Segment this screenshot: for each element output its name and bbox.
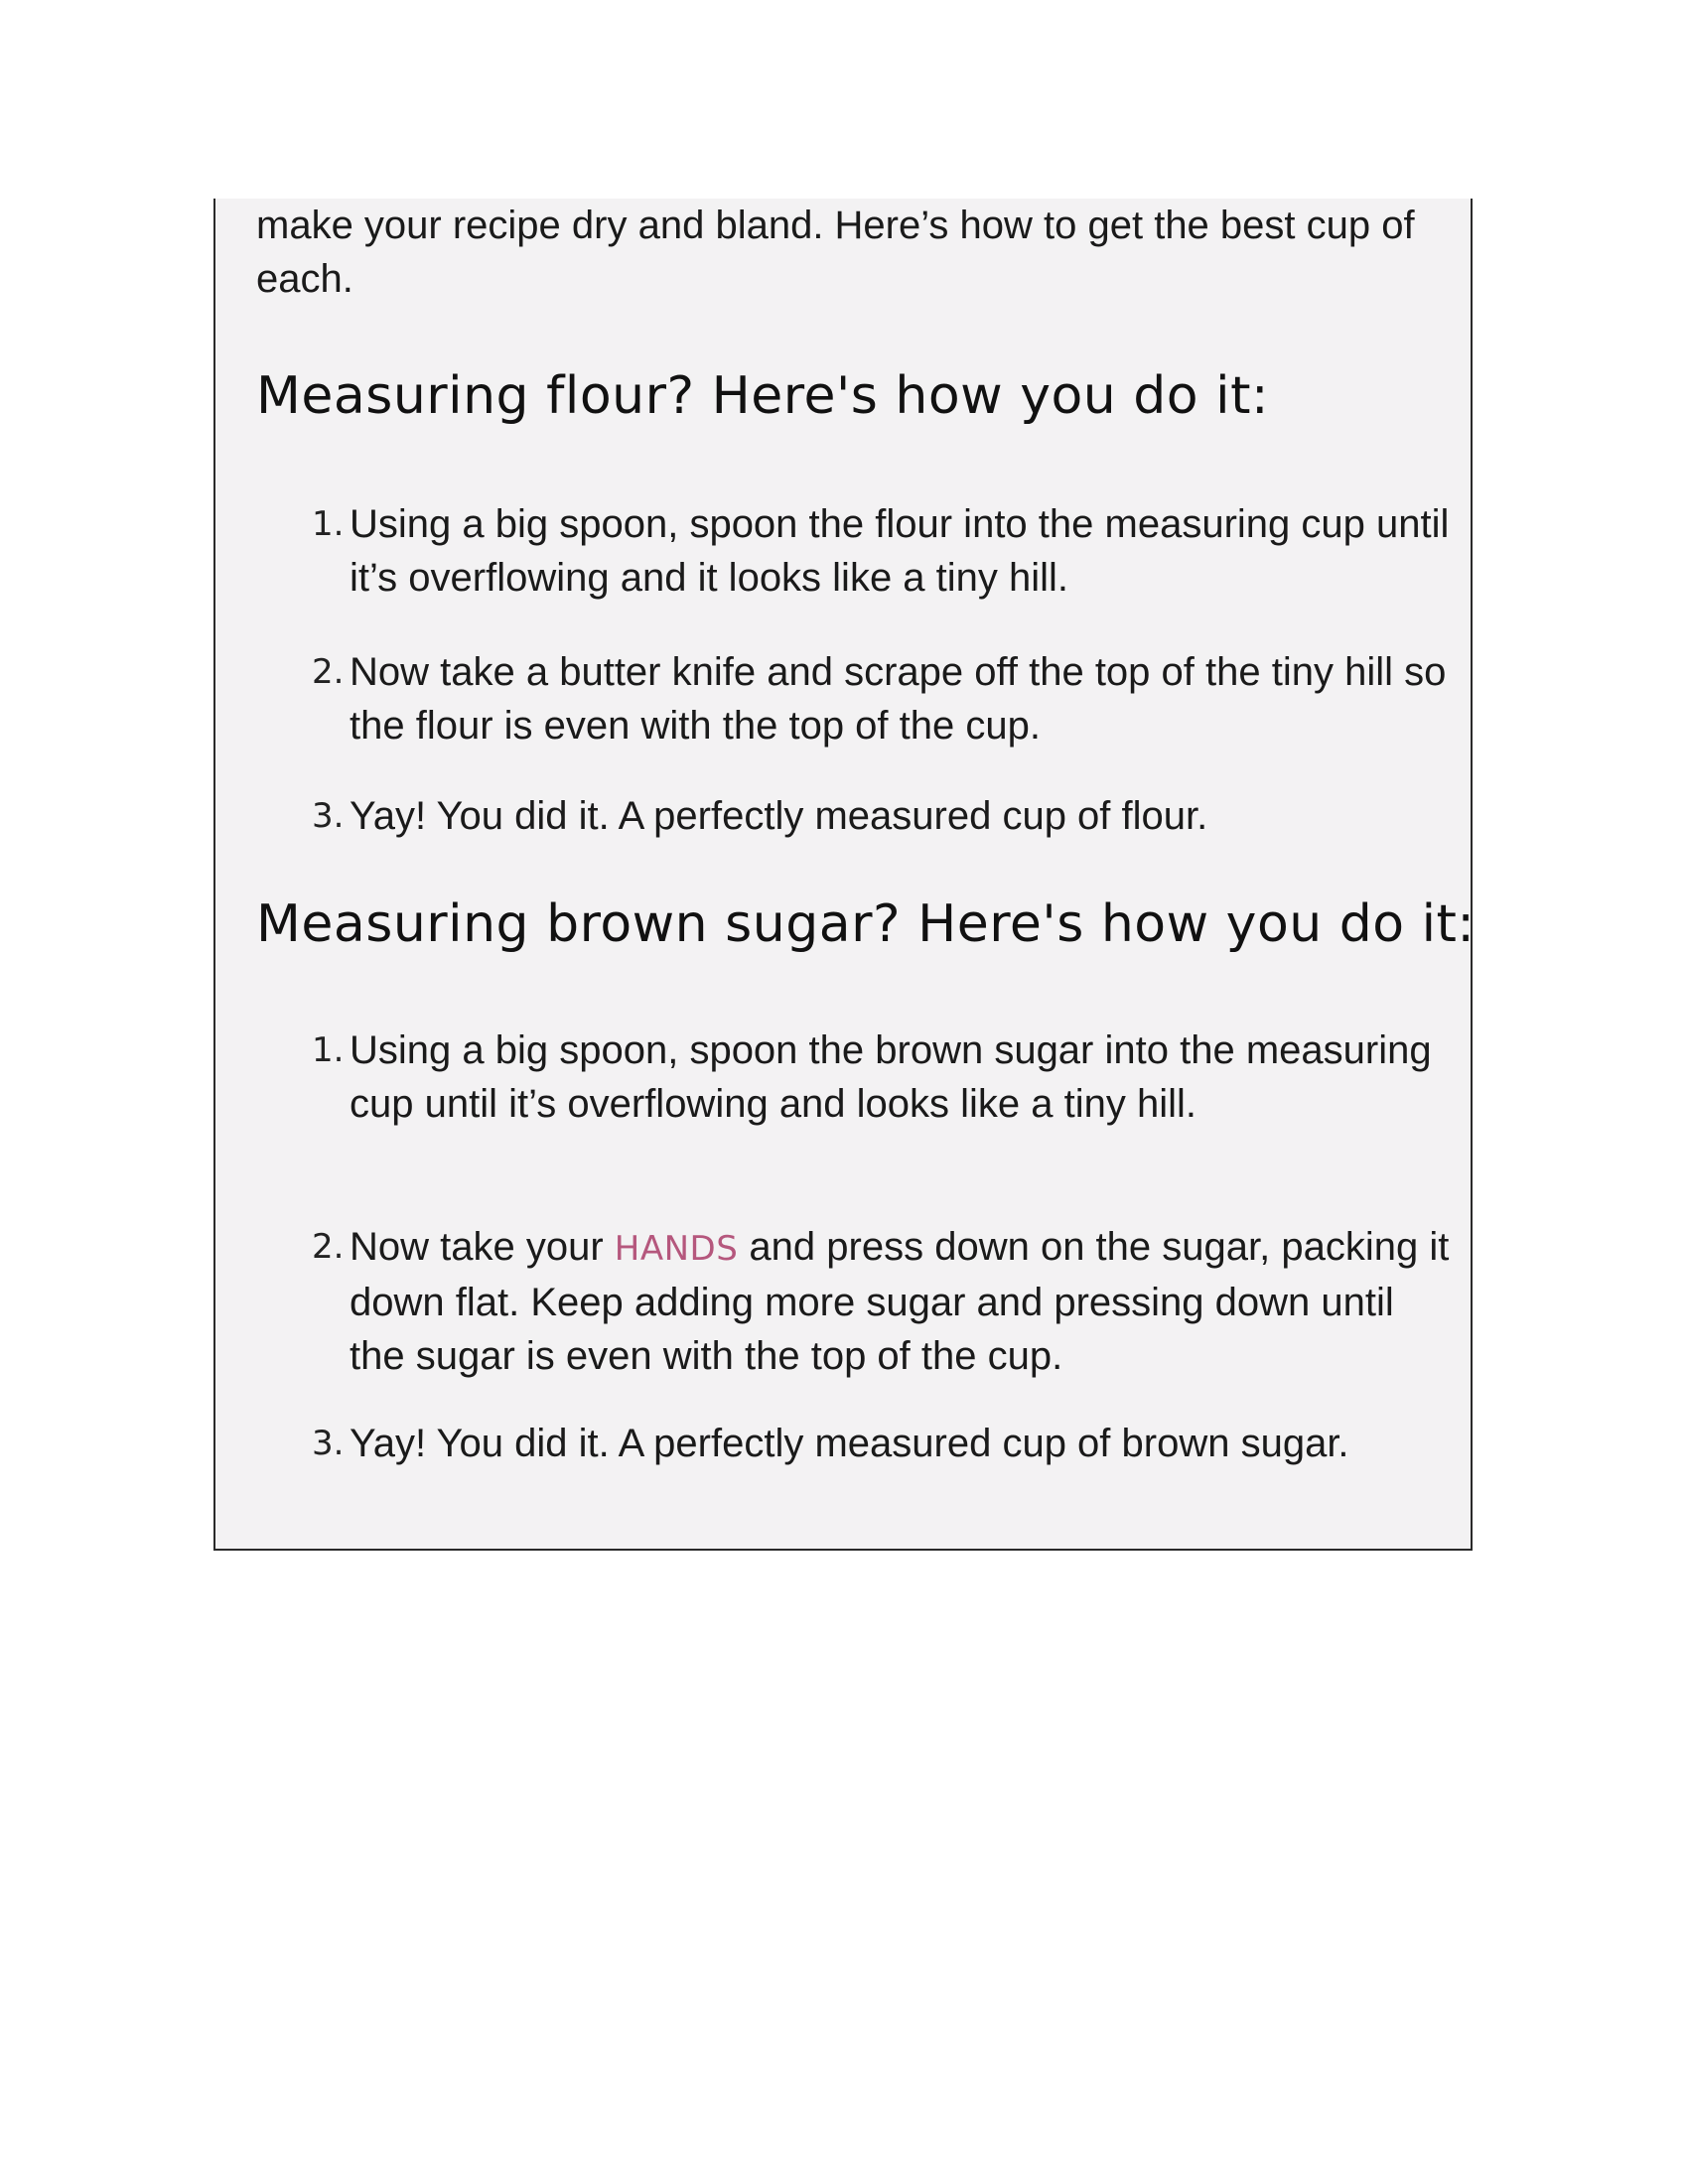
step-number: 3. bbox=[312, 796, 345, 836]
flour-heading: Measuring flour? Here's how you do it: bbox=[256, 366, 1269, 426]
step-text: Yay! You did it. A perfectly measured cup of brown sugar. bbox=[350, 1422, 1349, 1465]
step-text: Using a big spoon, spoon the flour into the measuring cup until it’s overflowing and it looks like a tiny hill. bbox=[350, 502, 1450, 600]
recipe-tips-box bbox=[213, 199, 1476, 1551]
brown-sugar-heading: Measuring brown sugar? Here's how you do it: bbox=[256, 894, 1476, 954]
intro-paragraph: make your recipe dry and bland. Here’s how to get the best cup of each. bbox=[256, 204, 1415, 301]
step-number: 1. bbox=[312, 1030, 345, 1070]
step-number: 3. bbox=[312, 1424, 345, 1463]
step-number: 1. bbox=[312, 504, 345, 544]
step-number: 2. bbox=[312, 1227, 345, 1267]
step-number: 2. bbox=[312, 652, 345, 692]
step-text-after: and press down on the sugar, packing it down flat. Keep adding more sugar and pressing down until the sugar is even with the top of the cup. bbox=[350, 1225, 1450, 1378]
hands-emphasis: HANDS bbox=[614, 1229, 739, 1269]
step-text: Yay! You did it. A perfectly measured cup of flour. bbox=[350, 794, 1208, 838]
step-text: Using a big spoon, spoon the brown sugar into the measuring cup until it’s overflowing and looks like a tiny hill. bbox=[350, 1028, 1432, 1126]
step-text: Now take a butter knife and scrape off the top of the tiny hill so the flour is even with the top of the cup. bbox=[350, 650, 1447, 748]
step-text bbox=[350, 1220, 1452, 1383]
step-text-before: Now take your bbox=[350, 1225, 615, 1269]
